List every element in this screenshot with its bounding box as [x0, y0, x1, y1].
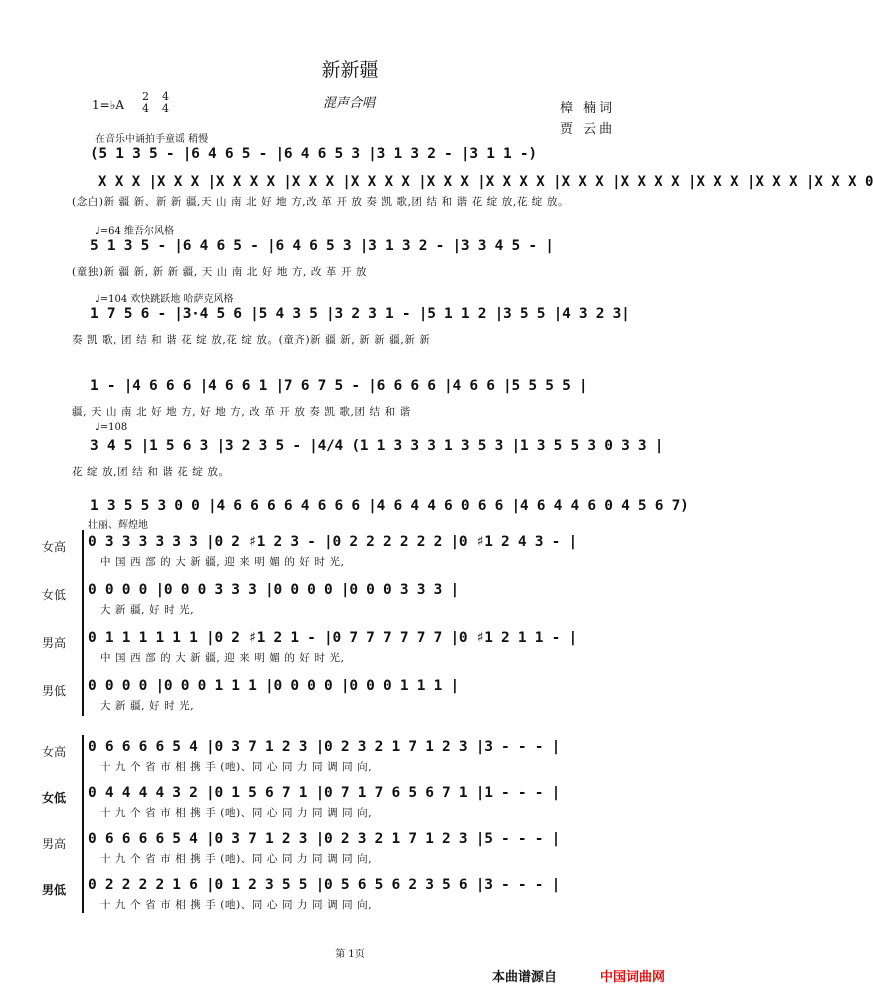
notation-line: (5 1 3 5 - |6 4 6 5 - |6 4 6 5 3 |3 1 3 2 - |3 1 1 -) [90, 146, 537, 162]
lyric-line: 奏 凯 歌, 团 结 和 谐 花 绽 放,花 绽 放。(童齐)新 疆 新, 新 新 疆,新 新 [72, 334, 431, 346]
footer-source-label: 本曲谱源自 [492, 970, 558, 985]
notation-line: 3 4 5 |1 5 6 3 |3 2 3 5 - |4/4 (1 1 3 3 3 1 3 5 3 |1 3 5 5 3 0 3 3 | [90, 438, 664, 454]
key-signature: 1=♭A [92, 98, 125, 112]
tempo-marking: 在音乐中诵拍手童谣 稍慢 [95, 134, 209, 145]
voice-part-label: 女低 [42, 588, 67, 602]
lyric-line: (念白)新 疆 新、新 新 疆,天 山 南 北 好 地 方,改 革 开 放 奏 凯 歌,团 结 和 谐 花 绽 放,花 绽 放。 [72, 196, 570, 208]
score-subtitle: 混声合唱 [323, 96, 376, 111]
voice-lyric: 十 九 个 省 市 相 携 手 (吔)、同 心 同 力 同 调 同 向, [100, 853, 373, 865]
tempo-marking: 壮丽、辉煌地 [88, 520, 148, 531]
voice-lyric: 中 国 西 部 的 大 新 疆, 迎 来 明 媚 的 好 时 光, [100, 652, 345, 664]
tempo-marking: ♩=104 欢快跳跃地 哈萨克风格 [95, 294, 234, 305]
notation-line: 5 1 3 5 - |6 4 6 5 - |6 4 6 5 3 |3 1 3 2 - |3 3 4 5 - | [90, 238, 554, 254]
tempo-marking: ♩=64 维吾尔风格 [95, 226, 174, 237]
voice-notation: 0 0 0 0 |0 0 0 3 3 3 |0 0 0 0 |0 0 0 3 3 3 | [88, 582, 459, 598]
composer-credit: 贾 云曲 [560, 122, 616, 137]
time-signature-2-4: 2 4 [142, 90, 149, 115]
lyric-line: 疆, 天 山 南 北 好 地 方, 好 地 方, 改 革 开 放 奏 凯 歌,团 结 和 谐 [72, 406, 411, 418]
voice-part-label: 男高 [42, 837, 67, 851]
system-brace [82, 735, 84, 913]
voice-part-label: 女高 [42, 745, 67, 759]
voice-part-label: 男低 [42, 684, 67, 698]
voice-notation: 0 2 2 2 2 1 6 |0 1 2 3 5 5 |0 5 6 5 6 2 3 5 6 |3 - - - | [88, 877, 561, 893]
voice-lyric: 十 九 个 省 市 相 携 手 (吔)、同 心 同 力 同 调 同 向, [100, 761, 373, 773]
voice-part-label: 男低 [42, 883, 67, 897]
page-number: 第 1页 [335, 949, 365, 960]
lyricist-credit: 樟 楠词 [560, 101, 616, 116]
voice-part-label: 女高 [42, 540, 67, 554]
time-signature-4-4: 4 4 [162, 90, 169, 115]
voice-notation: 0 6 6 6 6 5 4 |0 3 7 1 2 3 |0 2 3 2 1 7 1 2 3 |5 - - - | [88, 831, 561, 847]
voice-notation: 0 6 6 6 6 5 4 |0 3 7 1 2 3 |0 2 3 2 1 7 1 2 3 |3 - - - | [88, 739, 561, 755]
voice-part-label: 男高 [42, 636, 67, 650]
voice-lyric: 大 新 疆, 好 时 光, [100, 700, 195, 712]
voice-lyric: 十 九 个 省 市 相 携 手 (吔)、同 心 同 力 同 调 同 向, [100, 899, 373, 911]
voice-lyric: 十 九 个 省 市 相 携 手 (吔)、同 心 同 力 同 调 同 向, [100, 807, 373, 819]
system-brace [82, 530, 84, 716]
tempo-marking: ♩=108 [95, 422, 128, 433]
lyric-line: (童独)新 疆 新, 新 新 疆, 天 山 南 北 好 地 方, 改 革 开 放 [72, 266, 368, 278]
footer-site-link[interactable]: 中国词曲网 [600, 970, 666, 985]
voice-notation: 0 0 0 0 |0 0 0 1 1 1 |0 0 0 0 |0 0 0 1 1 1 | [88, 678, 459, 694]
score-title: 新新疆 [321, 59, 379, 81]
voice-notation: 0 1 1 1 1 1 1 |0 2 ♯1 2 1 - |0 7 7 7 7 7 7 |0 ♯1 2 1 1 - | [88, 630, 577, 646]
voice-notation: 0 4 4 4 4 3 2 |0 1 5 6 7 1 |0 7 1 7 6 5 6 7 1 |1 - - - | [88, 785, 561, 801]
notation-line: 1 - |4 6 6 6 |4 6 6 1 |7 6 7 5 - |6 6 6 6 |4 6 6 |5 5 5 5 | [90, 378, 588, 394]
lyric-line: 花 绽 放,团 结 和 谐 花 绽 放。 [72, 466, 230, 478]
rhythm-line: X X X |X X X |X X X X |X X X |X X X X |X X X |X X X X |X X X |X X X X |X X X |X X X |X X X 0 [98, 174, 873, 190]
voice-notation: 0 3 3 3 3 3 3 |0 2 ♯1 2 3 - |0 2 2 2 2 2 2 |0 ♯1 2 4 3 - | [88, 534, 577, 550]
voice-lyric: 大 新 疆, 好 时 光, [100, 604, 195, 616]
notation-line: 1 7 5 6 - |3·4 5 6 |5 4 3 5 |3 2 3 1 - |5 1 1 2 |3 5 5 |4 3 2 3| [90, 306, 630, 322]
voice-lyric: 中 国 西 部 的 大 新 疆, 迎 来 明 媚 的 好 时 光, [100, 556, 345, 568]
notation-line: 1 3 5 5 3 0 0 |4 6 6 6 6 4 6 6 6 |4 6 4 4 6 0 6 6 |4 6 4 4 6 0 4 5 6 7) [90, 498, 689, 514]
voice-part-label: 女低 [42, 791, 67, 805]
